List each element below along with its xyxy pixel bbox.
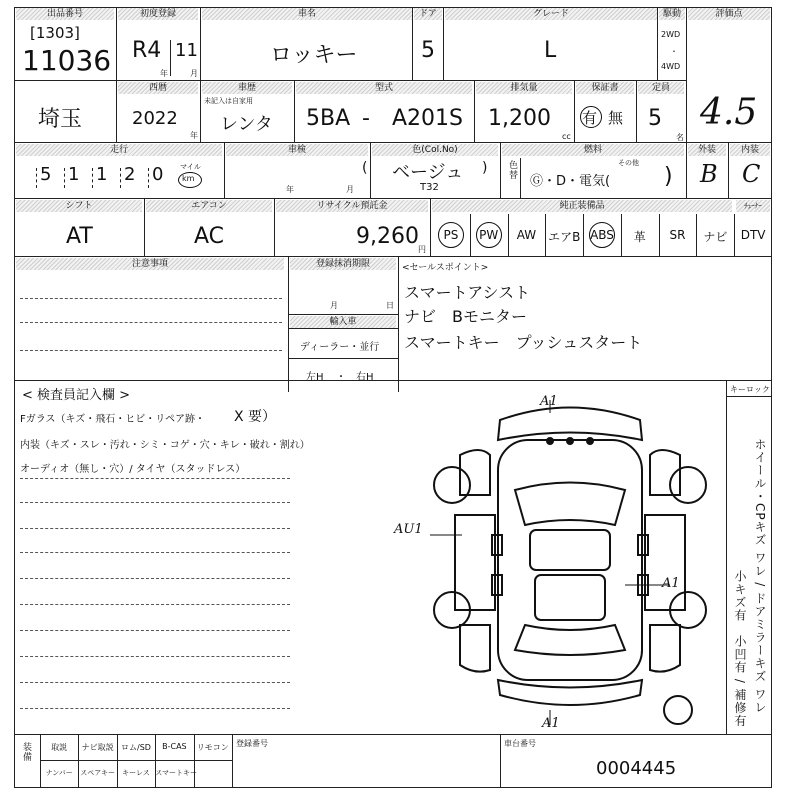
model-dash: - — [362, 106, 370, 131]
fuel-options: Ⓖ・D・電気( — [530, 174, 611, 189]
equipment-item: AW — [516, 228, 537, 242]
header-capacity: 定員 — [638, 82, 684, 94]
header-year: 西暦 — [118, 82, 198, 94]
header-drive: 駆動 — [659, 8, 685, 20]
inspection-year: 年 — [286, 185, 294, 194]
side-note-2: 小キズ有 小凹有 / 補修有 — [733, 570, 747, 728]
capacity-value: 5 — [648, 106, 662, 131]
header-ext: 外装 — [688, 144, 726, 156]
displacement-unit: cc — [562, 132, 571, 141]
header-tuner: ﾁｭｰﾅｰ — [736, 200, 770, 212]
keylock-label: キーロック — [730, 385, 770, 394]
footer-item: ロム/SD — [121, 743, 151, 752]
chassis-label: 車台番号 — [504, 739, 536, 748]
model-prefix: 5BA — [306, 106, 351, 131]
header-recycle: リサイクル預託金 — [276, 200, 428, 212]
car-diagram — [420, 395, 720, 735]
inspection-month: 月 — [346, 185, 354, 194]
drive-2wd: 2WD — [661, 30, 681, 39]
footer-item: B-CAS — [162, 742, 187, 751]
first-reg-year-unit: 年 — [160, 69, 168, 78]
damage-front: A1 — [540, 394, 558, 409]
car-name: ロッキー — [270, 43, 358, 68]
side-note-1: ホイール・CPキズ ワレ / ドアミラーキズ ワレ — [753, 438, 767, 714]
mileage-digit: 2 — [124, 164, 136, 185]
color-open: ( — [362, 160, 368, 176]
sales-2: ナビ Bモニター — [404, 307, 527, 326]
model-code: A201S — [392, 106, 464, 131]
score-value: 4.5 — [700, 92, 758, 133]
header-displacement: 排気量 — [476, 82, 572, 94]
footer-item: 取説 — [51, 743, 68, 752]
header-mileage: 走行 — [16, 144, 222, 156]
history-value: レンタ — [220, 114, 273, 135]
color-change-label: 色替 — [507, 160, 517, 180]
mileage-unit-mile: マイル — [180, 163, 201, 171]
mileage-unit-km: km — [182, 174, 195, 183]
header-aircon: エアコン — [146, 200, 272, 212]
damage-rear: A1 — [542, 716, 560, 731]
equipment-item: ABS — [590, 228, 614, 242]
equipment-item: DTV — [740, 228, 766, 242]
equipment-item: SR — [669, 228, 686, 242]
history-note: 未記入は自家用 — [204, 97, 253, 105]
year: 2022 — [132, 108, 178, 129]
header-notes: 注意事項 — [16, 258, 284, 270]
equipment-circle — [438, 222, 464, 248]
header-model: 型式 — [296, 82, 472, 94]
capacity-unit: 名 — [676, 133, 684, 142]
footer-item: スマートキー — [155, 769, 198, 777]
header-int: 内装 — [730, 144, 770, 156]
footer-item: リモコン — [196, 743, 229, 752]
first-reg-month-unit: 月 — [190, 69, 198, 78]
header-reg-date: 登録抹消期限 — [290, 258, 396, 270]
doors: 5 — [421, 38, 435, 63]
header-import: 輸入車 — [290, 316, 396, 328]
color-close: ) — [482, 160, 488, 176]
inspector-line1: Fガラス（キズ・飛石・ヒビ・リペア跡・ — [20, 414, 206, 425]
header-first-reg: 初度登録 — [118, 8, 198, 20]
equipment-item: PW — [479, 228, 499, 242]
mileage-digit: 5 — [40, 164, 52, 185]
lot-number: 11036 — [22, 44, 112, 77]
header-fuel: 燃料 — [502, 144, 684, 156]
mileage-digit: 0 — [152, 164, 164, 185]
header-history: 車歴 — [202, 82, 292, 94]
footer-item: キーレス — [122, 769, 150, 777]
first-reg-era: R4 — [132, 38, 162, 63]
warranty-no: 無 — [608, 109, 624, 127]
equipment-item: エアB — [548, 230, 581, 244]
ext-grade: B — [700, 160, 718, 188]
equipment-item: ナビ — [703, 230, 728, 244]
chassis-number: 0004445 — [596, 758, 677, 779]
equipment-circle — [476, 222, 502, 248]
fuel-close: ) — [664, 164, 673, 189]
displacement-value: 1,200 — [488, 106, 551, 131]
drive-4wd: 4WD — [661, 62, 681, 71]
damage-right: A1 — [662, 576, 680, 591]
header-equipment: 純正装備品 — [432, 200, 732, 212]
fuel-other: その他 — [618, 159, 639, 167]
equipment-item: 革 — [633, 230, 646, 244]
reg-dealer: ディーラー・並行 — [300, 342, 380, 353]
int-grade: C — [742, 160, 761, 188]
recycle-unit: 円 — [418, 245, 426, 254]
footer-item: ナンバー — [45, 769, 73, 777]
mileage-digit: 1 — [68, 164, 80, 185]
first-reg-month: 11 — [175, 40, 198, 61]
equipment-item: PS — [443, 228, 459, 242]
reg-day: 日 — [386, 301, 394, 310]
sales-header: <セールスポイント> — [402, 263, 489, 273]
prefecture: 埼玉 — [38, 107, 83, 132]
sales-3: スマートキー プッシュスタート — [404, 333, 643, 352]
grade: L — [544, 38, 557, 63]
color-code: T32 — [420, 182, 439, 193]
color-name: ベージュ — [392, 162, 464, 183]
inspector-title: < 検査員記入欄 > — [22, 388, 131, 403]
aircon-value: AC — [194, 224, 225, 249]
header-warranty: 保証書 — [576, 82, 634, 94]
header-door: ドア — [414, 8, 442, 20]
sales-1: スマートアシスト — [404, 283, 531, 302]
mileage-digit: 1 — [96, 164, 108, 185]
recycle-value: 9,260 — [356, 224, 419, 249]
footer-item: ナビ取説 — [81, 743, 114, 752]
damage-left: AU1 — [394, 522, 423, 537]
warranty-yes: 有 — [582, 109, 598, 127]
footer-item: スペアキー — [80, 769, 115, 777]
header-color: 色(Col.No) — [372, 144, 498, 156]
inspector-line3: オーディオ（無し・穴）/ タイヤ（スタッドレス） — [20, 464, 246, 475]
footer-side-label: 装備 — [21, 742, 31, 762]
reg-rh: 右H — [356, 372, 374, 383]
header-car-name: 車名 — [202, 8, 412, 20]
reg-no-label: 登録番号 — [236, 739, 268, 748]
inspector-line2: 内装（キズ・スレ・汚れ・シミ・コゲ・穴・キレ・破れ・割れ） — [20, 440, 310, 451]
header-grade: グレード — [445, 8, 657, 20]
lot-code: [1303] — [30, 24, 80, 42]
reg-dot: ・ — [336, 372, 346, 383]
header-lot: 出品番号 — [16, 8, 114, 20]
inspector-line1-end: X 要） — [234, 409, 277, 425]
header-score: 評価点 — [688, 8, 770, 20]
header-shift: シフト — [16, 200, 142, 212]
reg-lh: 左H — [306, 372, 324, 383]
shift-value: AT — [66, 224, 93, 249]
header-inspection: 車検 — [226, 144, 368, 156]
reg-month: 月 — [330, 301, 338, 310]
equipment-circle — [589, 222, 615, 248]
